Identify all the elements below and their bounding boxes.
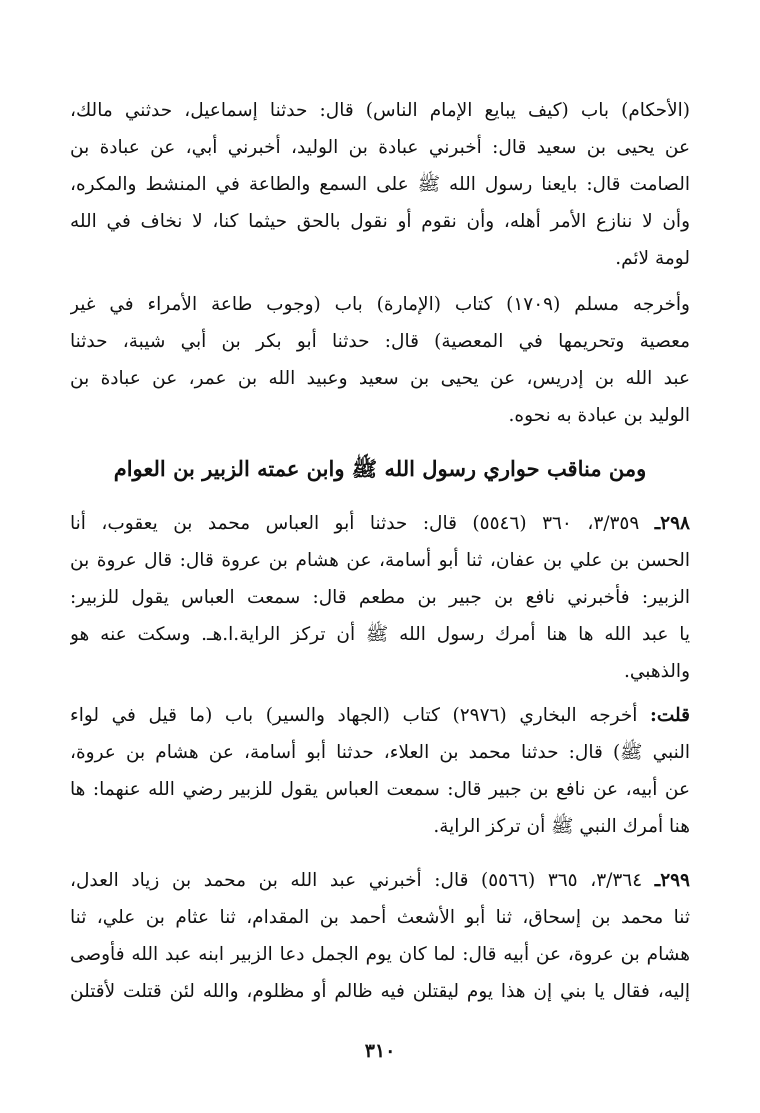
text-line xyxy=(70,505,690,542)
text-line: عبد الله بن إدريس، عن يحيى بن سعيد وعبيد الله بن عمر، عن عبادة بن xyxy=(70,368,690,389)
section-heading: ومن مناقب حواري رسول الله ﷺ وابن عمته الزبير بن العوام xyxy=(113,456,647,481)
text-line: عن أبيه، عن نافع بن جبير قال: سمعت العباس يقول للزبير رضي الله عنهما: ها xyxy=(70,779,690,800)
hadith-reference: ٣/٣٦٤، ٣٦٥ (٥٥٦٦) قال: أخبرني عبد الله بن محمد بن زياد العدل، xyxy=(70,870,643,891)
note-298 xyxy=(70,697,690,845)
text-line xyxy=(70,697,690,734)
text-line: الوليد بن عبادة به نحوه. xyxy=(508,405,690,426)
note-label: قلت: xyxy=(650,705,690,726)
text-line: هنا أمرك النبي ﷺ أن تركز الراية. xyxy=(433,816,690,837)
text-line: هشام بن عروة، عن أبيه قال: لما كان يوم الجمل دعا الزبير ابنه عبد الله فأوصى xyxy=(70,944,690,965)
hadith-298 xyxy=(70,505,690,690)
text-line: عن يحيى بن سعيد قال: أخبرني عبادة بن الوليد، أخبرني أبي، عن عبادة بن xyxy=(70,137,690,158)
text-line: (الأحكام) باب (كيف يبايع الإمام الناس) قال: حدثنا إسماعيل، حدثني مالك، xyxy=(70,100,690,121)
text-line: يا عبد الله ها هنا أمرك رسول الله ﷺ أن تركز الراية.ا.هـ. وسكت عنه هو xyxy=(70,624,690,645)
text-line: معصية وتحريمها في المعصية) قال: حدثنا أبو بكر بن أبي شيبة، حدثنا xyxy=(70,331,690,352)
hadith-number: ٢٩٩ـ xyxy=(654,870,690,891)
hadith-number: ٢٩٨ـ xyxy=(654,513,690,534)
text-line: النبي ﷺ) قال: حدثنا محمد بن العلاء، حدثنا أبو أسامة، عن هشام بن عروة، xyxy=(70,742,690,763)
text-line: وأخرجه مسلم (١٧٠٩) كتاب (الإمارة) باب (وجوب طاعة الأمراء في غير xyxy=(70,294,690,315)
text-line: ثنا محمد بن إسحاق، ثنا أبو الأشعث أحمد بن المقدام، ثنا عثام بن علي، ثنا xyxy=(70,907,690,928)
text-line: والذهبي. xyxy=(623,661,690,682)
paragraph-2 xyxy=(70,286,690,434)
hadith-299 xyxy=(70,862,690,1010)
text-line: الحسن بن علي بن عفان، ثنا أبو أسامة، عن هشام بن عروة قال: قال عروة بن xyxy=(70,550,690,571)
text-line xyxy=(70,862,690,899)
text-line: الصامت قال: بايعنا رسول الله ﷺ على السمع والطاعة في المنشط والمكره، xyxy=(70,174,690,195)
page-number: ٣١٠ xyxy=(364,1040,396,1062)
note-text: أخرجه البخاري (٢٩٧٦) كتاب (الجهاد والسير) باب (ما قيل في لواء xyxy=(70,705,638,726)
text-line: إليه، فقال يا بني إن هذا يوم ليقتلن فيه ظالم أو مظلوم، والله لئن قتلت لأقتلن xyxy=(70,981,690,1002)
text-line: وأن لا ننازع الأمر أهله، وأن نقوم أو نقول بالحق حيثما كنا، لا نخاف في الله xyxy=(70,211,690,232)
hadith-reference: ٣/٣٥٩، ٣٦٠ (٥٥٤٦) قال: حدثنا أبو العباس محمد بن يعقوب، أنا xyxy=(70,513,640,534)
paragraph-1 xyxy=(70,92,690,277)
text-line: لومة لائم. xyxy=(615,248,690,269)
text-line: الزبير: فأخبرني نافع بن جبير بن مطعم قال: سمعت العباس يقول للزبير: xyxy=(70,587,690,608)
